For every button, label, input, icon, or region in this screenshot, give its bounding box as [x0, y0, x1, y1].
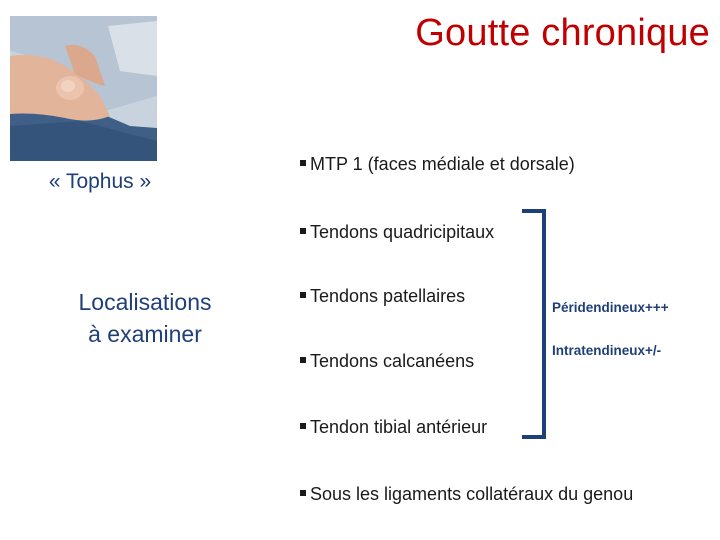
bullet-square-icon [300, 160, 306, 166]
bullet-square-icon [300, 423, 306, 429]
slide-title: Goutte chronique [415, 12, 710, 54]
bullet-text: Tendons calcanéens [310, 351, 475, 371]
bullet-text: MTP 1 (faces médiale et dorsale) [310, 154, 575, 174]
bullet-text: Sous les ligaments collatéraux du genou [310, 484, 634, 504]
photo-caption: « Tophus » [48, 170, 152, 193]
locations-heading-line1: Localisations [78, 289, 212, 315]
bullet-item [300, 484, 633, 505]
bullet-item [300, 154, 575, 175]
bullet-text: Tendons patellaires [310, 286, 466, 306]
bullet-square-icon [300, 357, 306, 363]
intratendinous-tag: Intratendineux+/- [552, 343, 662, 358]
tendon-bracket [520, 208, 550, 440]
bullet-item [300, 417, 487, 438]
bullet-item [300, 222, 494, 243]
peritendinous-tag: Péridendineux+++ [552, 300, 669, 315]
bullet-text: Tendon tibial antérieur [310, 417, 488, 437]
bullet-square-icon [300, 490, 306, 496]
bullet-square-icon [300, 228, 306, 234]
locations-heading-line2: à examiner [88, 321, 202, 347]
bullet-square-icon [300, 292, 306, 298]
bullet-text: Tendons quadricipitaux [310, 222, 495, 242]
bullet-item [300, 351, 474, 372]
bullet-item [300, 286, 465, 307]
